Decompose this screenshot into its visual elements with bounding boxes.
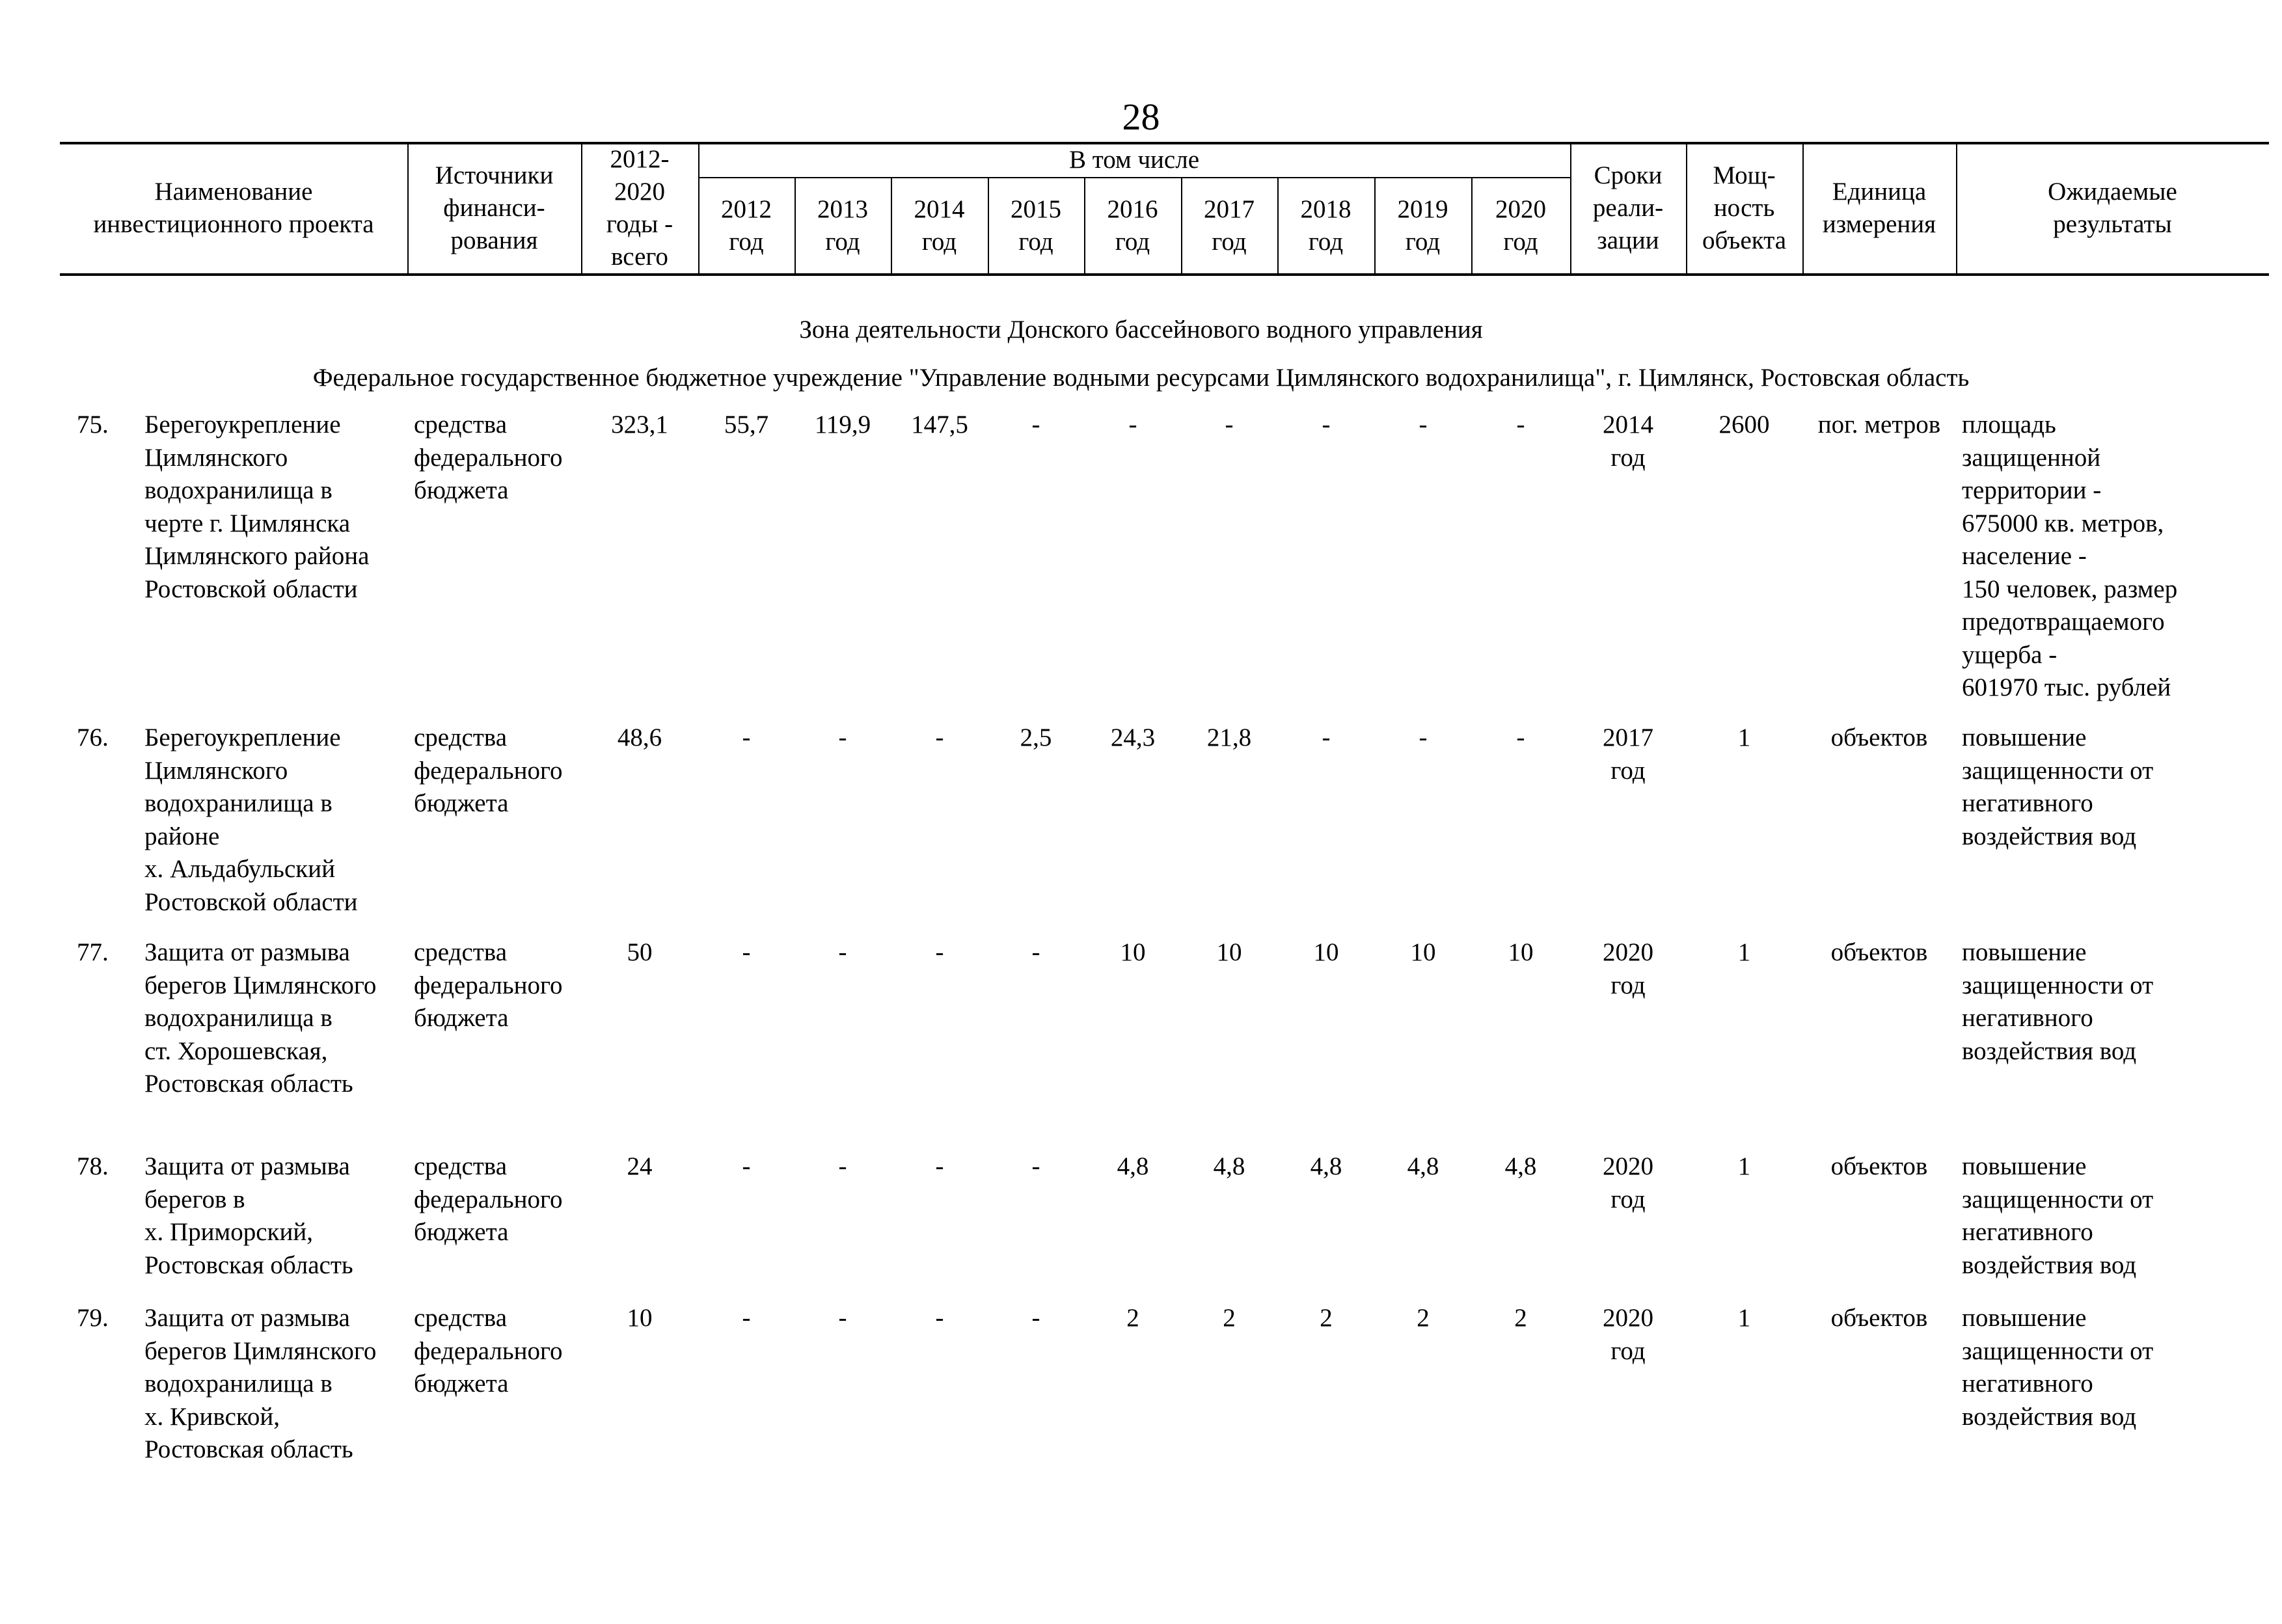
header-year-2020: 2020 год: [1495, 195, 1546, 256]
project-name-line: водохранилища в: [144, 476, 333, 504]
implementation-term: [1570, 722, 1686, 787]
project-name-line: Ростовская область: [144, 1070, 353, 1098]
year-value: 2: [1514, 1304, 1527, 1332]
year-value: 2: [1417, 1304, 1430, 1332]
expected-result: [1962, 1150, 2153, 1282]
implementation-term: [1570, 409, 1686, 474]
expected-result-line: негативного: [1962, 789, 2093, 817]
funding-source-line: федерального: [414, 443, 563, 472]
expected-result-line: защищенности от: [1962, 971, 2154, 999]
implementation-term: [1570, 1150, 1686, 1216]
year-value: 2: [1126, 1304, 1139, 1332]
year-value: 2: [1320, 1304, 1333, 1332]
funding-source-line: федерального: [414, 1185, 563, 1213]
capacity-value: 1: [1737, 1152, 1751, 1180]
year-value: 4,8: [1310, 1152, 1342, 1180]
row-number: 76.: [77, 724, 109, 751]
funding-source: [414, 409, 563, 508]
header-year-2017: 2017 год: [1204, 195, 1255, 256]
expected-result-line: воздействия вод: [1962, 822, 2137, 850]
expected-result-line: ущерба -: [1962, 640, 2058, 669]
year-value: 55,7: [724, 411, 769, 439]
expected-result-line: 150 человек, размер: [1962, 575, 2178, 603]
funding-source-line: бюджета: [414, 1370, 509, 1398]
funding-source-line: федерального: [414, 1336, 563, 1365]
year-value: -: [742, 724, 751, 751]
total-amount: 48,6: [617, 724, 662, 751]
implementation-term: [1570, 1302, 1686, 1368]
header-year-2019: 2019 год: [1397, 195, 1448, 256]
project-name-line: берегов в: [144, 1185, 245, 1213]
expected-result-line: 675000 кв. метров,: [1962, 509, 2164, 537]
project-name-line: Берегоукрепление: [144, 724, 341, 751]
expected-result-line: негативного: [1962, 1218, 2093, 1246]
funding-source-line: бюджета: [414, 1004, 509, 1032]
expected-result-line: повышение: [1962, 1152, 2087, 1180]
expected-result-line: защищенности от: [1962, 1336, 2154, 1365]
implementation-term-line: год: [1610, 443, 1646, 472]
funding-source-line: средства: [414, 1304, 508, 1332]
year-value: -: [742, 938, 751, 966]
year-value: 4,8: [1504, 1152, 1537, 1180]
unit-value: объектов: [1830, 938, 1928, 966]
project-name-line: берегов Цимлянского: [144, 1336, 377, 1365]
project-name-line: районе: [144, 822, 220, 850]
expected-result-line: повышение: [1962, 938, 2087, 966]
year-value: -: [1128, 411, 1137, 439]
header-year-2015: 2015 год: [1011, 195, 1061, 256]
funding-source-line: бюджета: [414, 1218, 509, 1246]
expected-result-line: воздействия вод: [1962, 1251, 2137, 1279]
implementation-term: [1570, 936, 1686, 1002]
project-name-line: водохранилища в: [144, 789, 333, 817]
expected-result-line: 601970 тыс. рублей: [1962, 673, 2171, 701]
year-value: -: [1225, 411, 1234, 439]
implementation-term-line: 2020: [1603, 1304, 1653, 1332]
year-value: -: [1516, 724, 1525, 751]
zone-title: Зона деятельности Донского бассейнового водного управления: [799, 316, 1483, 344]
funding-source-line: средства: [414, 1152, 508, 1180]
project-name: [144, 936, 376, 1101]
project-name-line: х. Приморский,: [144, 1218, 313, 1246]
year-value: 10: [1120, 938, 1146, 966]
year-value: -: [1031, 938, 1040, 966]
project-name-line: Защита от размыва: [144, 938, 350, 966]
project-name-line: Ростовская область: [144, 1435, 353, 1463]
unit-value: объектов: [1830, 1152, 1928, 1180]
expected-result-line: площадь: [1962, 411, 2056, 439]
year-value: 2: [1223, 1304, 1236, 1332]
funding-source-line: федерального: [414, 971, 563, 999]
header-terms: Сроки реали- зации: [1592, 161, 1664, 254]
project-name-line: водохранилища в: [144, 1004, 333, 1032]
project-name-line: ст. Хорошевская,: [144, 1036, 328, 1065]
project-name-line: х. Альдабульский: [144, 855, 335, 883]
institution-title: Федеральное государственное бюджетное учреждение "Управление водными ресурсами Цимлянского водохранилища", г. Цимлянск, Ростовская область: [312, 364, 1970, 392]
year-value: -: [935, 1152, 944, 1180]
funding-source: [414, 936, 563, 1035]
capacity-value: 1: [1737, 938, 1751, 966]
funding-source-line: средства: [414, 411, 508, 439]
project-name-line: Берегоукрепление: [144, 411, 341, 439]
unit-value: пог. метров: [1817, 411, 1941, 439]
project-name: [144, 722, 357, 919]
expected-result-line: повышение: [1962, 724, 2087, 751]
total-amount: 323,1: [611, 411, 668, 439]
implementation-term-line: 2017: [1603, 724, 1653, 751]
expected-result: [1962, 722, 2153, 853]
funding-source-line: средства: [414, 938, 508, 966]
year-value: 147,5: [911, 411, 968, 439]
expected-result-line: защищенной: [1962, 443, 2101, 472]
implementation-term-line: год: [1610, 1185, 1646, 1213]
project-name: [144, 1302, 376, 1467]
expected-result-line: предотвращаемого: [1962, 608, 2165, 636]
year-value: -: [1322, 411, 1331, 439]
year-value: 21,8: [1206, 724, 1252, 751]
project-name-line: черте г. Цимлянска: [144, 509, 351, 537]
year-value: 4,8: [1117, 1152, 1149, 1180]
header-total: 2012- 2020 годы - всего: [606, 145, 673, 271]
header-year-2018: 2018 год: [1300, 195, 1352, 256]
expected-result-line: воздействия вод: [1962, 1036, 2137, 1065]
year-value: -: [838, 1304, 847, 1332]
page-number: 28: [1122, 96, 1160, 138]
year-value: -: [1419, 724, 1428, 751]
year-value: -: [1516, 411, 1525, 439]
capacity-value: 2600: [1718, 411, 1770, 439]
funding-source-line: средства: [414, 724, 508, 751]
capacity-value: 1: [1737, 724, 1751, 751]
year-value: -: [1031, 1152, 1040, 1180]
project-name-line: Ростовской области: [144, 575, 358, 603]
expected-result-line: население -: [1962, 542, 2087, 570]
implementation-term-line: 2020: [1603, 938, 1653, 966]
header-year-2016: 2016 год: [1107, 195, 1158, 256]
header-unit: Единица измерения: [1822, 178, 1936, 238]
header-year-2012: 2012 год: [721, 195, 772, 256]
funding-source-line: бюджета: [414, 476, 509, 504]
year-value: -: [838, 1152, 847, 1180]
year-value: -: [838, 938, 847, 966]
expected-result-line: защищенности от: [1962, 1185, 2154, 1213]
year-value: -: [1322, 724, 1331, 751]
implementation-term-line: год: [1610, 756, 1646, 785]
implementation-term-line: год: [1610, 1336, 1646, 1365]
year-value: 2,5: [1020, 724, 1052, 751]
project-name-line: Защита от размыва: [144, 1304, 350, 1332]
project-name-line: Защита от размыва: [144, 1152, 350, 1180]
funding-source: [414, 1150, 563, 1249]
year-value: -: [742, 1152, 751, 1180]
header-capacity: Мощ- ность объекта: [1702, 161, 1787, 254]
header-project-name: Наименование инвестиционного проекта: [93, 178, 374, 238]
funding-source: [414, 1302, 563, 1401]
header-year-2014: 2014 год: [914, 195, 965, 256]
year-value: 4,8: [1407, 1152, 1439, 1180]
funding-source-line: федерального: [414, 756, 563, 785]
header-funding-sources: Источники финанси- рования: [435, 161, 554, 254]
expected-result-line: защищенности от: [1962, 756, 2154, 785]
project-name-line: берегов Цимлянского: [144, 971, 377, 999]
funding-source-line: бюджета: [414, 789, 509, 817]
year-value: -: [935, 938, 944, 966]
capacity-value: 1: [1737, 1304, 1751, 1332]
year-value: -: [1031, 1304, 1040, 1332]
year-value: 10: [1410, 938, 1436, 966]
expected-result-line: территории -: [1962, 476, 2102, 504]
year-value: -: [1419, 411, 1428, 439]
expected-result: [1962, 409, 2177, 705]
year-value: 119,9: [814, 411, 871, 439]
project-name-line: Ростовская область: [144, 1251, 353, 1279]
row-number: 77.: [77, 938, 109, 966]
year-value: -: [1031, 411, 1040, 439]
project-name-line: Цимлянского района: [144, 542, 370, 570]
project-name: [144, 409, 369, 606]
header-expected-results: Ожидаемые результаты: [2048, 178, 2177, 238]
unit-value: объектов: [1830, 724, 1928, 751]
year-value: 4,8: [1213, 1152, 1245, 1180]
row-number: 75.: [77, 411, 109, 439]
total-amount: 50: [627, 938, 653, 966]
project-name-line: Ростовской области: [144, 887, 358, 916]
year-value: 24,3: [1110, 724, 1156, 751]
expected-result: [1962, 936, 2153, 1068]
row-number: 79.: [77, 1304, 109, 1332]
project-name-line: водохранилища в: [144, 1370, 333, 1398]
total-amount: 10: [627, 1304, 653, 1332]
header-including: В том числе: [1068, 146, 1200, 174]
project-name-line: х. Кривской,: [144, 1402, 280, 1431]
expected-result-line: воздействия вод: [1962, 1402, 2137, 1431]
year-value: 10: [1508, 938, 1534, 966]
header-year-2013: 2013 год: [817, 195, 868, 256]
year-value: -: [838, 724, 847, 751]
funding-source: [414, 722, 563, 820]
implementation-term-line: год: [1610, 971, 1646, 999]
implementation-term-line: 2014: [1603, 411, 1653, 439]
implementation-term-line: 2020: [1603, 1152, 1653, 1180]
expected-result-line: негативного: [1962, 1004, 2093, 1032]
row-number: 78.: [77, 1152, 109, 1180]
project-name-line: Цимлянского: [144, 443, 288, 472]
year-value: 10: [1216, 938, 1242, 966]
header-bottom-rule: [60, 273, 2269, 276]
expected-result-line: повышение: [1962, 1304, 2087, 1332]
year-value: -: [742, 1304, 751, 1332]
project-name-line: Цимлянского: [144, 756, 288, 785]
unit-value: объектов: [1830, 1304, 1928, 1332]
year-value: -: [935, 1304, 944, 1332]
project-name: [144, 1150, 353, 1282]
expected-result-line: негативного: [1962, 1370, 2093, 1398]
expected-result: [1962, 1302, 2153, 1433]
year-value: -: [935, 724, 944, 751]
year-value: 10: [1313, 938, 1339, 966]
total-amount: 24: [627, 1152, 653, 1180]
